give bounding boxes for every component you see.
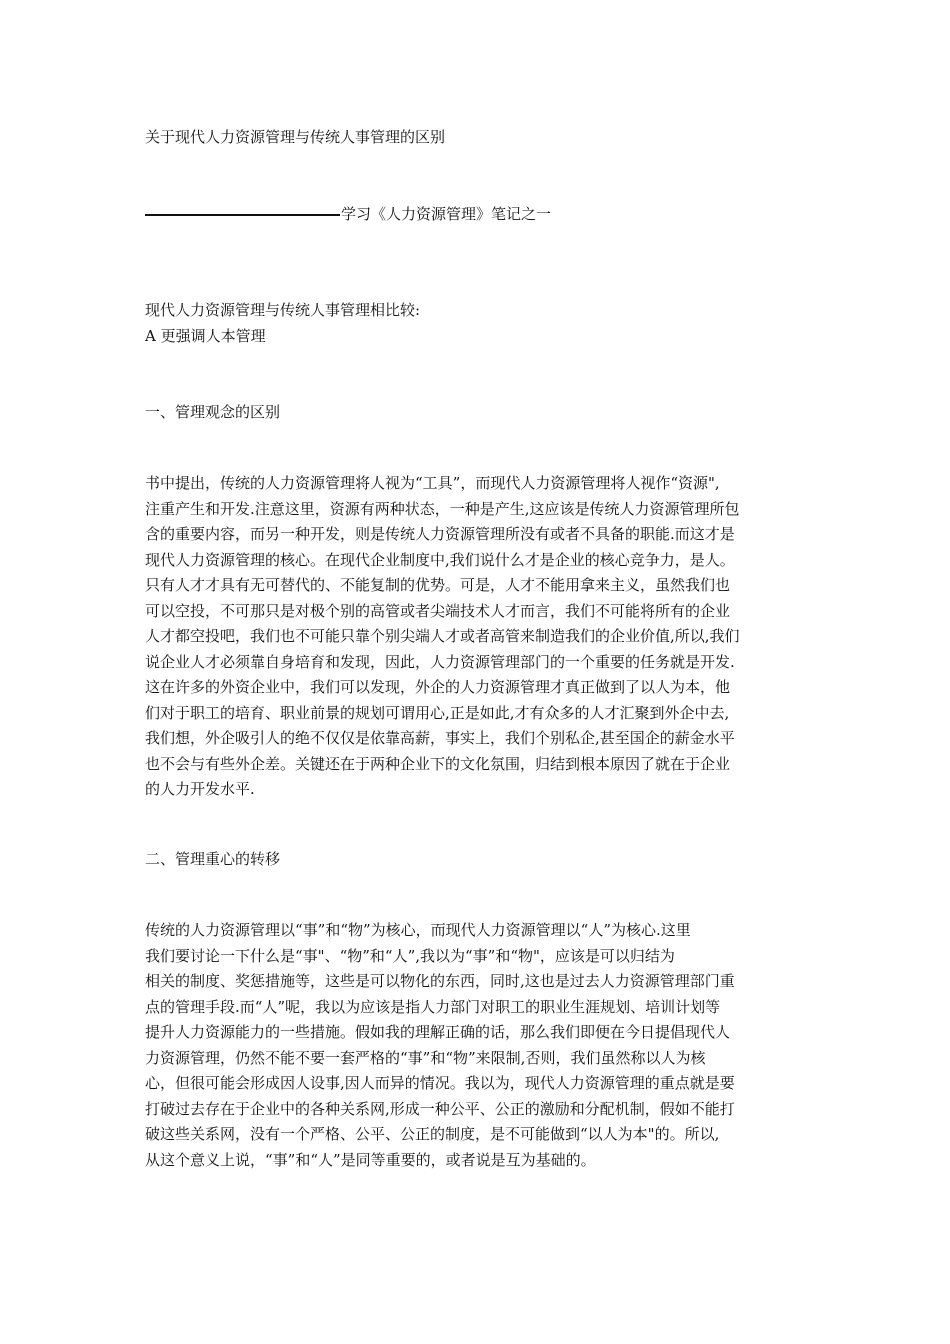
paragraph-line: 破这些关系网，没有一个严格、公平、公正的制度，是不可能做到“以人为本"的。所以,	[145, 1125, 720, 1143]
paragraph-line: 说企业人才必须靠自身培育和发现，因此，人力资源管理部门的一个重要的任务就是开发.	[145, 652, 735, 671]
intro-line-2: A 更强调人本管理	[145, 327, 266, 345]
document-subtitle	[145, 204, 551, 224]
section-2-paragraph	[145, 918, 735, 1173]
section-2-heading: 二、管理重心的转移	[145, 850, 281, 868]
subtitle-dash-rule	[145, 214, 340, 216]
section-1-heading: 一、管理观念的区别	[145, 403, 281, 421]
paragraph-line: 从这个意义上说，“事”和“人”是同等重要的，或者说是互为基础的。	[145, 1150, 596, 1169]
paragraph-line: 的人力开发水平.	[145, 780, 255, 798]
section-1-paragraph	[145, 471, 740, 803]
subtitle-text: 学习《人力资源管理》笔记之一	[341, 205, 552, 223]
paragraph-line: 也不会与有些外企差。关键还在于两种企业下的文化氛围，归结到根本原因了就在于企业	[145, 754, 731, 773]
paragraph-line: 现代人力资源管理的核心。在现代企业制度中,我们说什么才是企业的核心竞争力，是人。	[145, 550, 735, 569]
paragraph-line: 我们想，外企吸引人的绝不仅仅是依靠高薪，事实上，我们个别私企,甚至国企的薪金水平	[145, 729, 735, 747]
paragraph-line: 人才都空投吧，我们也不可能只靠个别尖端人才或者高管来制造我们的企业价值,所以,我们	[145, 627, 740, 645]
paragraph-line: 传统的人力资源管理以“事”和“物”为核心，而现代人力资源管理以“人”为核心.这里	[145, 921, 691, 939]
paragraph-line: 打破过去存在于企业中的各种关系网,形成一种公平、公正的激励和分配机制，假如不能打	[145, 1099, 735, 1118]
paragraph-line: 可以空投，不可那只是对极个别的高管或者尖端技术人才而言，我们不可能将所有的企业	[145, 601, 731, 620]
paragraph-line: 点的管理手段.而“人”呢，我以为应该是指人力部门对职工的职业生涯规划、培训计划等	[145, 997, 721, 1016]
paragraph-line: 相关的制度、奖惩措施等，这些是可以物化的东西，同时,这也是过去人力资源管理部门重	[145, 972, 735, 990]
paragraph-line: 这在许多的外资企业中，我们可以发现，外企的人力资源管理才真正做到了以人为本，他	[145, 678, 731, 696]
document-title: 关于现代人力资源管理与传统人事管理的区别	[145, 128, 446, 146]
paragraph-line: 我们要讨论一下什么是“事"、“物”和“人”,我以为“事”和“物"，应该是可以归结为	[145, 946, 675, 965]
paragraph-line: 心，但很可能会形成因人设事,因人而异的情况。我以为，现代人力资源管理的重点就是要	[145, 1074, 735, 1092]
paragraph-line: 提升人力资源能力的一些措施。假如我的理解正确的话，那么我们即便在今日提倡现代人	[145, 1023, 731, 1041]
paragraph-line: 书中提出，传统的人力资源管理将人视为“工具”，而现代人力资源管理将人视作“资源",	[145, 474, 720, 492]
paragraph-line: 们对于职工的培育、职业前景的规划可谓用心,正是如此,才有众多的人才汇聚到外企中去,	[145, 703, 730, 722]
paragraph-line: 含的重要内容，而另一种开发，则是传统人力资源管理所没有或者不具备的职能.而这才是	[145, 525, 735, 543]
paragraph-line: 注重产生和开发.注意这里，资源有两种状态，一种是产生,这应该是传统人力资源管理所包	[145, 499, 740, 518]
intro-line-1: 现代人力资源管理与传统人事管理相比较:	[145, 301, 421, 319]
paragraph-line: 力资源管理，仍然不能不要一套严格的“事”和“物”来限制,否则，我们虽然称以人为核	[145, 1048, 706, 1067]
paragraph-line: 只有人才才具有无可替代的、不能复制的优势。可是，人才不能用拿来主义，虽然我们也	[145, 576, 731, 594]
